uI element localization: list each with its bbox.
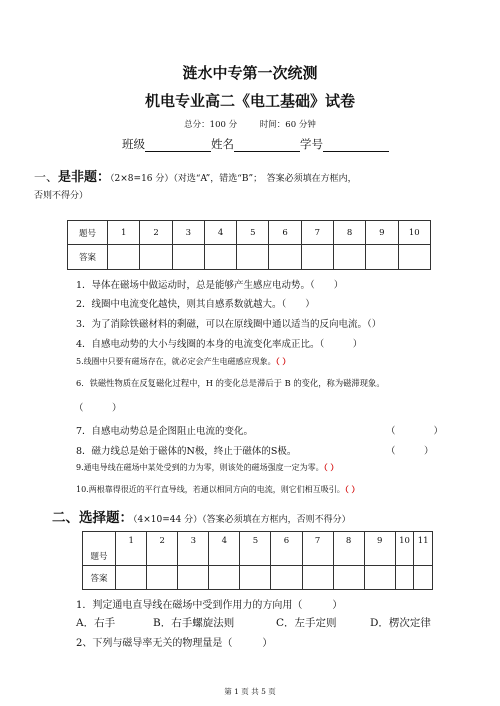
question-number-cell: 5	[240, 532, 271, 566]
section1-title: 是非题：	[58, 170, 111, 185]
table-row	[68, 245, 431, 270]
table-header-cell	[83, 532, 116, 566]
tf-question-3: 3．为了消除铁磁材料的剩磁，可以在原线圈中通以适当的反向电流。（）	[76, 319, 382, 330]
answer-cell[interactable]	[237, 245, 269, 270]
question-number-cell: 4	[204, 221, 236, 245]
question-number-cell: 9	[366, 221, 398, 245]
answer-cell[interactable]	[395, 566, 414, 590]
question-number-cell: 10	[398, 221, 430, 245]
question-number-cell: 1	[108, 221, 140, 245]
question-number-cell: 4	[209, 532, 240, 566]
answer-paren[interactable]: （ ）	[344, 485, 360, 494]
section2-prefix: 二、	[52, 510, 79, 526]
section1-note: （2×8=16 分）（对选“A”，错选“B”； 答案必须填在方框内，	[110, 174, 357, 184]
answer-cell[interactable]	[269, 245, 301, 270]
table-row	[83, 532, 433, 566]
tf-question-8-paren: （ ）	[386, 446, 434, 457]
section1-answer-table	[67, 220, 431, 270]
question-number-cell: 8	[333, 532, 364, 566]
question-number-cell: 7	[301, 221, 333, 245]
answer-cell[interactable]	[178, 566, 209, 590]
tf-question-6-paren: （ ）	[74, 403, 122, 414]
answer-cell[interactable]	[116, 566, 147, 590]
answer-cell[interactable]	[414, 566, 433, 590]
section1-prefix: 一、	[34, 170, 59, 184]
table-header-cell: 题号	[68, 221, 108, 245]
tf-question-9	[76, 462, 338, 473]
section2-answer-table	[82, 531, 433, 590]
section1-heading	[34, 166, 357, 185]
name-blank[interactable]	[234, 139, 300, 152]
question-number-cell: 10	[395, 532, 414, 566]
answer-cell[interactable]	[108, 245, 140, 270]
exam-time: 时间：60 分钟	[259, 120, 316, 130]
exam-title: 机电专业高二《电工基础》试卷	[144, 92, 355, 110]
answer-cell[interactable]	[271, 566, 302, 590]
answer-cell[interactable]	[398, 245, 430, 270]
question-number-cell: 11	[414, 532, 433, 566]
answer-cell[interactable]	[366, 245, 398, 270]
number-blank[interactable]	[323, 139, 389, 152]
table-header-label: 题号	[90, 551, 108, 562]
name-label: 姓名	[211, 137, 234, 151]
tf-question-1: 1．导体在磁场中做运动时，总是能够产生感应电动势。（ ）	[76, 280, 344, 291]
class-label: 班级	[122, 137, 145, 151]
answer-cell[interactable]	[333, 245, 365, 270]
answer-paren[interactable]: （ ）	[323, 463, 339, 472]
tf-question-5-text: 5.线圈中只要有磁场存在，就必定会产生电磁感应现象。	[76, 357, 276, 366]
section2-note: （4×10=44 分）（答案必须填在方框内，否则不得分）	[133, 515, 351, 525]
option-b[interactable]: B．右手螺旋法则	[153, 617, 235, 629]
answer-cell[interactable]	[204, 245, 236, 270]
answer-paren[interactable]: （ ）	[275, 357, 291, 366]
answer-cell[interactable]	[140, 245, 172, 270]
tf-question-4: 4．自感电动势的大小与线圈的本身的电流变化率成正比。（ ）	[76, 339, 363, 350]
option-c[interactable]: C．左手定则	[276, 617, 337, 629]
question-number-cell: 6	[271, 532, 302, 566]
question-number-cell: 2	[147, 532, 178, 566]
table-header-cell: 答案	[68, 245, 108, 270]
class-blank[interactable]	[145, 139, 211, 152]
answer-cell[interactable]	[240, 566, 271, 590]
question-number-cell: 3	[172, 221, 204, 245]
tf-question-5	[76, 356, 290, 367]
question-number-cell: 8	[333, 221, 365, 245]
section2-heading	[52, 506, 351, 526]
section2-title: 选择题：	[79, 510, 133, 526]
tf-question-7-text: 7．自感电动势总是企图阻止电流的变化。	[76, 426, 254, 437]
tf-question-10-text: 10.两根靠得很近的平行直导线，若通以相同方向的电流，则它们相互吸引。	[76, 485, 345, 494]
answer-cell[interactable]	[147, 566, 178, 590]
exam-meta	[0, 118, 500, 130]
question-number-cell: 5	[237, 221, 269, 245]
tf-question-7-paren: （ ）	[386, 426, 444, 437]
question-number-cell: 1	[116, 532, 147, 566]
table-row	[68, 221, 431, 245]
tf-question-2: 2．线圈中电流变化越快，则其自感系数就越大。（ ）	[76, 299, 315, 310]
question-number-cell: 6	[269, 221, 301, 245]
answer-cell[interactable]	[209, 566, 240, 590]
mc-question-2: 2、下列与磁导率无关的物理量是（ ）	[76, 638, 273, 649]
student-info-line	[122, 136, 389, 152]
tf-question-8	[76, 443, 296, 457]
number-label: 学号	[300, 137, 323, 151]
mc-question-1: 1．判定通电直导线在磁场中受到作用力的方向用（ ）	[76, 600, 343, 611]
table-row	[83, 566, 433, 590]
option-d[interactable]: D．楞次定律	[370, 617, 431, 629]
answer-cell[interactable]	[301, 245, 333, 270]
answer-cell[interactable]	[172, 245, 204, 270]
tf-question-8-text: 8．磁力线总是始于磁体的N极，终止于磁体的S极。	[76, 446, 297, 457]
question-number-cell: 9	[364, 532, 395, 566]
tf-question-7	[76, 423, 253, 437]
answer-cell[interactable]	[333, 566, 364, 590]
question-number-cell: 3	[178, 532, 209, 566]
school-title: 涟水中专第一次统测	[182, 64, 318, 82]
tf-question-9-text: 9.通电导线在磁场中某处受到的力为零，则该处的磁场强度一定为零。	[76, 463, 324, 472]
tf-question-6: 6．铁磁性物质在反复磁化过程中，H 的变化总是滞后于 B 的变化，称为磁滞现象。	[76, 378, 385, 388]
answer-cell[interactable]	[302, 566, 333, 590]
section1-note-cont: 否则不得分）	[34, 191, 89, 201]
option-a[interactable]: A．右手	[76, 617, 116, 629]
table-header-cell: 答案	[83, 566, 116, 590]
answer-cell[interactable]	[364, 566, 395, 590]
question-number-cell: 7	[302, 532, 333, 566]
page-footer: 第 1 页 共 5 页	[224, 687, 276, 696]
total-score: 总分：100 分	[184, 120, 238, 130]
question-number-cell: 2	[140, 221, 172, 245]
tf-question-10	[76, 484, 360, 495]
